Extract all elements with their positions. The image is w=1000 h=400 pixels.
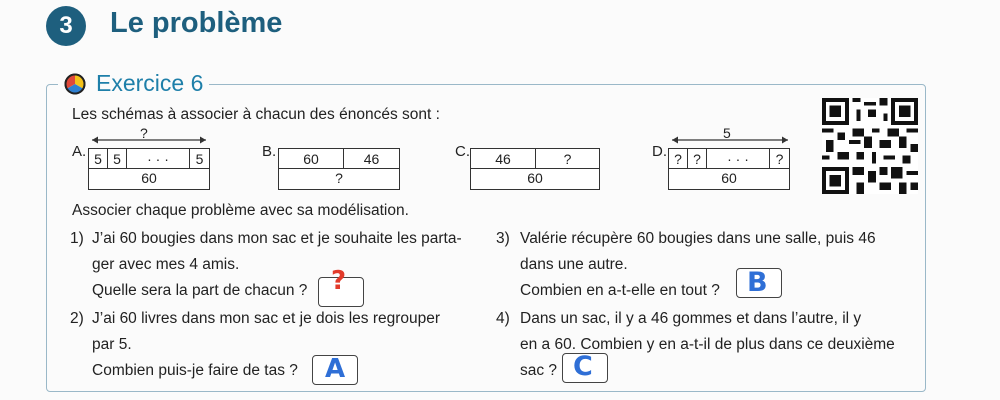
schema-d-top: 5 bbox=[723, 125, 731, 141]
problem-1-answer-box[interactable] bbox=[318, 266, 364, 307]
schema-a-cell: 5 bbox=[89, 149, 108, 168]
problem-3-question: Combien en a-t-elle en tout ? bbox=[520, 282, 720, 299]
schema-a-arrow bbox=[88, 126, 210, 146]
problem-1-line: J’ai 60 bougies dans mon sac et je souhaite les parta- bbox=[92, 230, 462, 247]
schema-d-label: D. bbox=[652, 143, 667, 160]
schema-d-bottom: 60 bbox=[721, 170, 737, 186]
instruction-text: Associer chaque problème avec sa modélisation. bbox=[72, 202, 409, 219]
schema-c-cell: 46 bbox=[471, 149, 536, 168]
problem-4-number: 4) bbox=[496, 310, 510, 327]
schema-d-cell: ? bbox=[669, 149, 688, 168]
section-number-badge: 3 bbox=[46, 6, 86, 46]
problem-1-line: ger avec mes 4 amis. bbox=[92, 256, 240, 273]
schema-a-cell: 5 bbox=[195, 150, 204, 167]
problem-2-number: 2) bbox=[70, 310, 84, 327]
problem-4-answer: C bbox=[573, 351, 593, 382]
schema-c-label: C. bbox=[455, 143, 470, 160]
problem-3-number: 3) bbox=[496, 230, 510, 247]
exercise-header bbox=[58, 70, 209, 97]
problem-3-answer-box[interactable] bbox=[736, 268, 782, 298]
schema-d-cell: · · · bbox=[707, 149, 770, 168]
exercise-title: Exercice 6 bbox=[96, 70, 204, 96]
target-icon bbox=[64, 73, 86, 95]
problem-1-question: Quelle sera la part de chacun ? bbox=[92, 282, 308, 299]
intro-text: Les schémas à associer à chacun des énoncés sont : bbox=[72, 106, 440, 123]
problem-2-line: J’ai 60 livres dans mon sac et je dois les regrouper bbox=[92, 310, 441, 327]
schema-a-box bbox=[88, 148, 210, 190]
schema-a-label: A. bbox=[72, 143, 87, 160]
qr-code-icon[interactable] bbox=[820, 98, 920, 194]
schema-b-label: B. bbox=[262, 143, 277, 160]
problem-2-question: Combien puis-je faire de tas ? bbox=[92, 362, 298, 379]
section-title: Le problème bbox=[110, 7, 283, 39]
schema-c-cell: ? bbox=[563, 150, 572, 167]
schema-d-box bbox=[668, 148, 790, 190]
schema-a-bottom: 60 bbox=[141, 170, 157, 186]
problem-4-question: sac ? bbox=[520, 362, 558, 379]
problem-1-answer: ? bbox=[331, 266, 347, 296]
schema-b-cell: 60 bbox=[279, 149, 344, 168]
problem-2-answer: A bbox=[325, 354, 346, 384]
problem-4-line: en a 60. Combien y en a-t-il de plus dans ce deuxième bbox=[520, 336, 895, 353]
problem-4-answer-box[interactable] bbox=[562, 353, 608, 383]
schema-d-cell: ? bbox=[688, 149, 707, 168]
schema-c-bottom: 60 bbox=[527, 170, 543, 186]
problem-3-answer: B bbox=[747, 267, 768, 298]
schema-b-cell: 46 bbox=[363, 150, 380, 167]
schema-c-box bbox=[470, 148, 600, 190]
problem-4-line: Dans un sac, il y a 46 gommes et dans l’autre, il y bbox=[520, 310, 862, 327]
problem-3-line: Valérie récupère 60 bougies dans une salle, puis 46 bbox=[520, 230, 876, 247]
problem-2-answer-box[interactable] bbox=[312, 355, 358, 385]
schema-b-box bbox=[278, 148, 400, 190]
schema-a-cell: · · · bbox=[127, 149, 190, 168]
schema-b-bottom: ? bbox=[335, 170, 343, 186]
schema-d-cell: ? bbox=[775, 150, 784, 167]
problem-1-number: 1) bbox=[70, 230, 84, 247]
problem-3-line: dans une autre. bbox=[520, 256, 628, 273]
problem-2-line: par 5. bbox=[92, 336, 132, 353]
schema-a-cell: 5 bbox=[108, 149, 127, 168]
schema-a-top: ? bbox=[140, 125, 148, 141]
